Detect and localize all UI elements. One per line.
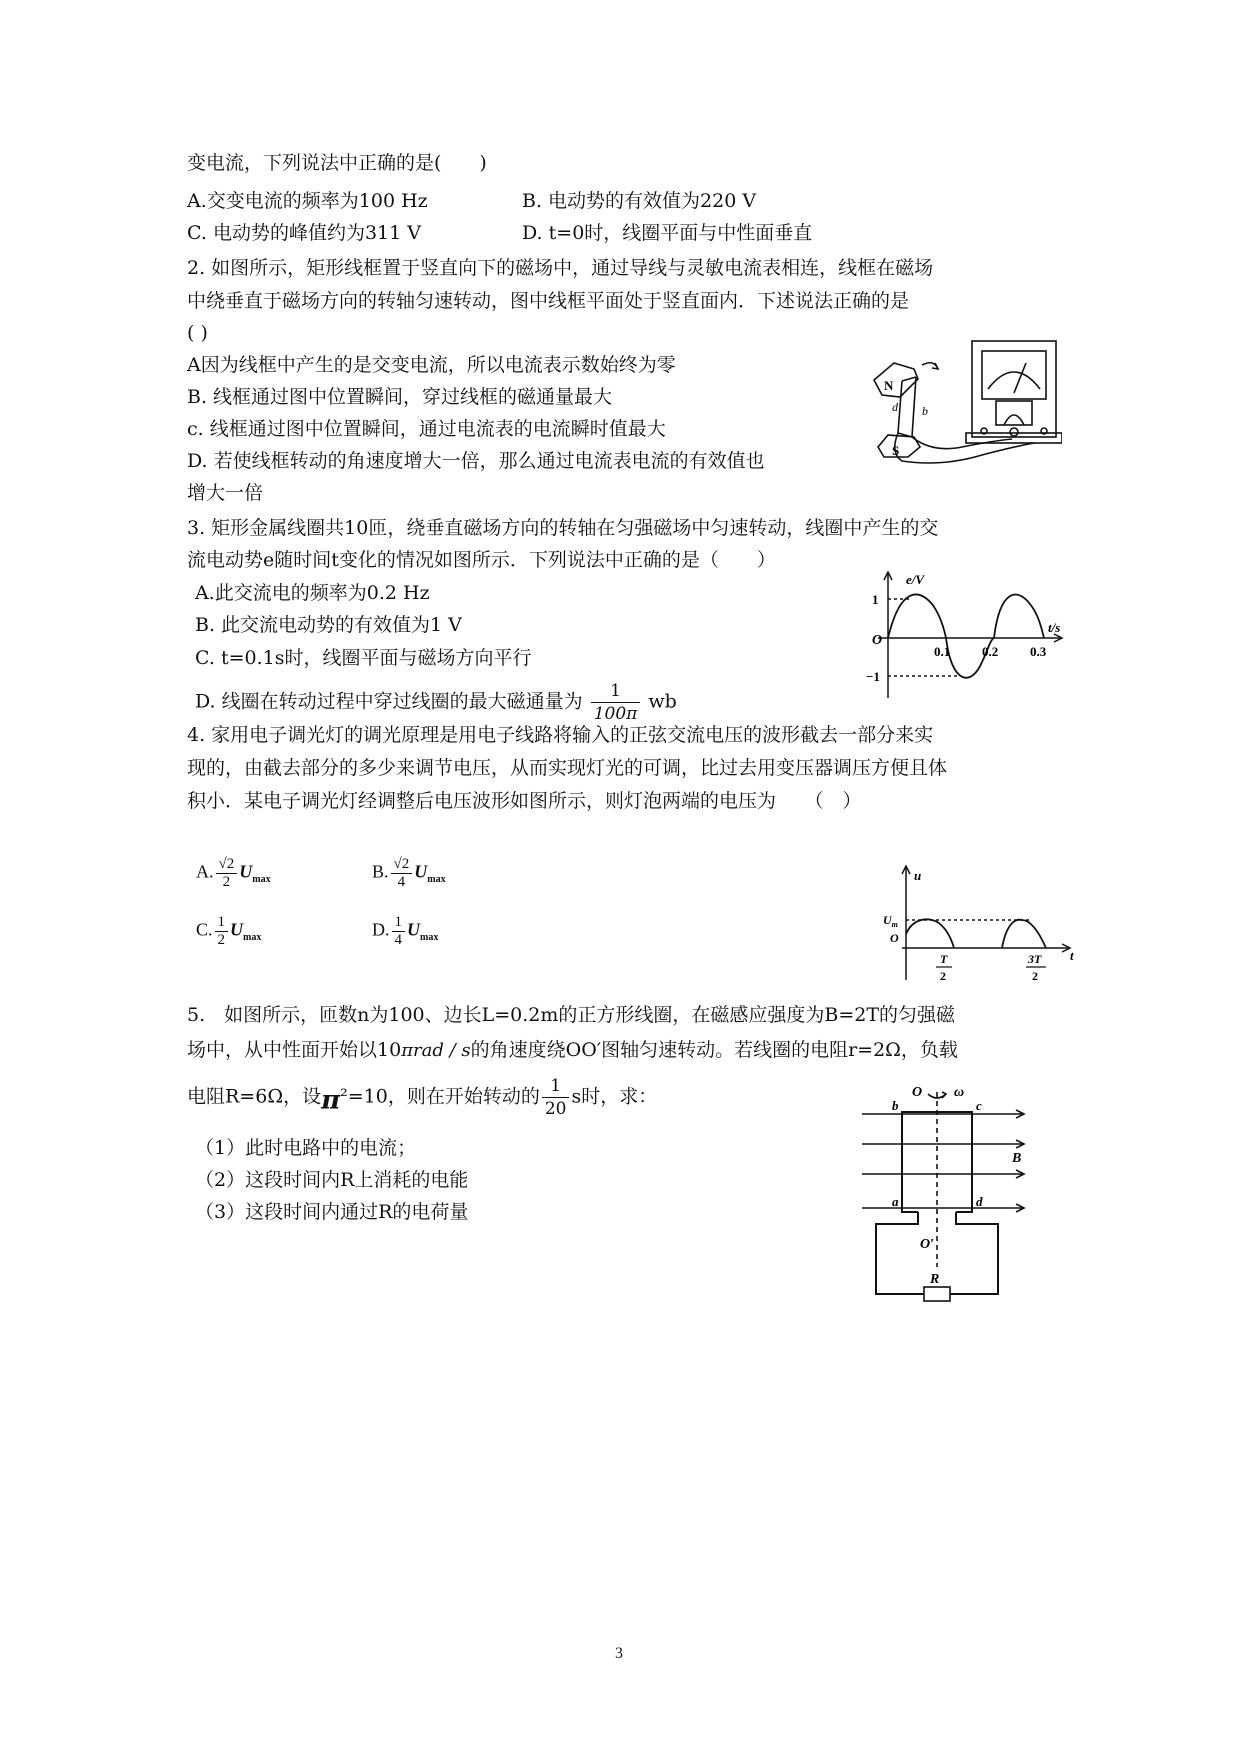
q5-line-2-end: 的角速度绕OO′图轴匀速转动。若线圈的电阻r=2Ω，负载 bbox=[470, 1039, 958, 1061]
q5-sub-2: （2）这段时间内R上消耗的电能 bbox=[195, 1169, 469, 1191]
q4-t2-num: 3T bbox=[1028, 952, 1042, 966]
q3-sine-graph bbox=[848, 568, 1078, 708]
coil-frame bbox=[898, 377, 916, 437]
q5-pi: π bbox=[321, 1085, 341, 1116]
q4-a-num: √2 bbox=[216, 856, 238, 874]
q5-line-3-start: 电阻R=6Ω，设 bbox=[187, 1085, 322, 1108]
q4-c-den: 2 bbox=[217, 932, 226, 948]
q5-field-label: B bbox=[1012, 1151, 1022, 1166]
q1-option-a: A.交变电流的频率为100 Hz bbox=[187, 190, 428, 212]
q4-ylabel: u bbox=[914, 868, 922, 883]
q5-corner-b: b bbox=[892, 1098, 899, 1113]
q5-coil bbox=[902, 1112, 972, 1212]
q3-ytick-minus-1: −1 bbox=[866, 669, 880, 684]
q2-option-a: A因为线框中产生的是交变电流，所以电流表示数始终为零 bbox=[187, 354, 676, 376]
q4-wave-2 bbox=[1002, 920, 1046, 948]
q4-option-d bbox=[372, 914, 438, 949]
q4-d-num: 1 bbox=[392, 914, 406, 932]
q5-sub-1: （1）此时电路中的电流； bbox=[195, 1137, 417, 1159]
q5-omega: ω bbox=[954, 1085, 965, 1100]
q4-xlabel: t bbox=[1070, 948, 1074, 963]
q3-line-1: 3. 矩形金属线圈共10匝，绕垂直磁场方向的转轴在匀强磁场中匀速转动，线圈中产生的交 bbox=[187, 517, 939, 539]
galvanometer-case bbox=[972, 341, 1056, 437]
q5-corner-c: c bbox=[976, 1098, 982, 1113]
q5-line-2 bbox=[187, 1037, 958, 1064]
q3-xtick-0.3: 0.3 bbox=[1030, 644, 1047, 659]
q4-option-b-label: B. bbox=[372, 861, 389, 882]
q5-line-3-end: s时，求： bbox=[571, 1085, 658, 1108]
q4-option-c bbox=[196, 914, 261, 949]
q4-wave-1 bbox=[906, 919, 954, 948]
q4-option-a bbox=[196, 856, 271, 891]
q4-line-1: 4. 家用电子调光灯的调光原理是用电子线路将输入的正弦交流电压的波形截去一部分来实 bbox=[187, 724, 934, 746]
q3-option-d-text: D. 线圈在转动过程中穿过线圈的最大磁通量为 bbox=[195, 690, 583, 713]
q2-line-2: 中绕垂直于磁场方向的转轴匀速转动，图中线框平面处于竖直面内．下述说法正确的是 bbox=[187, 290, 910, 312]
q5-time-num: 1 bbox=[542, 1075, 570, 1098]
q5-corner-d: d bbox=[976, 1194, 983, 1209]
q1-option-c: C. 电动势的峰值约为311 V bbox=[187, 222, 421, 244]
q3-xlabel: t/s bbox=[1048, 620, 1061, 635]
q2-option-d-line-1: D. 若使线框转动的角速度增大一倍，那么通过电流表电流的有效值也 bbox=[187, 450, 765, 472]
q5-resistor-label: R bbox=[930, 1272, 940, 1287]
q4-t1-num: T bbox=[940, 952, 948, 966]
q3-origin: O bbox=[872, 633, 883, 648]
q4-line-3: 积小．某电子调光灯经调整后电压波形如图所示，则灯泡两端的电压为 （ ） bbox=[187, 790, 862, 812]
q2-line-3: ( ) bbox=[187, 322, 208, 344]
q5-line-2-start: 场中，从中性面开始以10 bbox=[187, 1039, 402, 1061]
page-number: 3 bbox=[615, 1645, 623, 1662]
q3-xtick-0.1: 0.1 bbox=[934, 644, 951, 659]
n-label: N bbox=[884, 378, 894, 393]
q5-coil-figure bbox=[862, 1082, 1040, 1302]
q4-um-label: $U_m$ bbox=[883, 913, 898, 929]
q2-line-1: 2. 如图所示，矩形线框置于竖直向下的磁场中，通过导线与灵敏电流表相连，线框在磁场 bbox=[187, 257, 934, 279]
q5-time-fraction bbox=[542, 1075, 570, 1120]
q4-c-num: 1 bbox=[215, 914, 229, 932]
q4-option-a-label: A. bbox=[196, 861, 214, 882]
q4-option-d-label: D. bbox=[372, 919, 390, 940]
q4-origin: O bbox=[890, 931, 899, 945]
q1-option-b: B. 电动势的有效值为220 V bbox=[522, 190, 757, 212]
q4-a-den: 2 bbox=[222, 874, 231, 890]
d-label: d bbox=[892, 400, 898, 414]
q2-option-c: c. 线框通过图中位置瞬间，通过电流表的电流瞬时值最大 bbox=[187, 418, 666, 440]
q4-d-sub: max bbox=[420, 932, 439, 944]
q3-xtick-0.2: 0.2 bbox=[982, 644, 999, 659]
q4-a-sub: max bbox=[252, 874, 271, 886]
q5-line-3-mid: ²=10，则在开始转动的 bbox=[340, 1085, 540, 1108]
q3-ylabel: e/V bbox=[906, 572, 925, 587]
q5-o-bottom: O′ bbox=[920, 1237, 935, 1252]
q4-c-sub: max bbox=[243, 932, 262, 944]
q3-flux-den: 100π bbox=[593, 704, 638, 724]
q4-b-u: U bbox=[414, 861, 428, 882]
q1-option-d: D. t=0时，线圈平面与中性面垂直 bbox=[522, 222, 813, 244]
q4-b-num: √2 bbox=[391, 856, 413, 874]
q4-b-den: 4 bbox=[397, 874, 406, 890]
q4-b-sub: max bbox=[427, 874, 446, 886]
q5-time-den: 20 bbox=[544, 1099, 567, 1119]
q3-ytick-1: 1 bbox=[872, 592, 879, 607]
b-label: b bbox=[922, 404, 928, 418]
q5-sub-3: （3）这段时间内通过R的电荷量 bbox=[195, 1201, 469, 1223]
q5-corner-a: a bbox=[892, 1194, 899, 1209]
q4-t2-den: 2 bbox=[1032, 969, 1038, 983]
q3-line-2: 流电动势e随时间t变化的情况如图所示．下列说法中正确的是（ ） bbox=[187, 549, 776, 571]
q4-d-u: U bbox=[407, 919, 420, 940]
q3-flux-num: 1 bbox=[591, 680, 641, 703]
q4-d-den: 4 bbox=[394, 932, 402, 948]
q4-a-u: U bbox=[239, 861, 253, 882]
q5-o-top: O bbox=[912, 1085, 923, 1100]
q5-resistor bbox=[924, 1287, 950, 1301]
q2-figure bbox=[862, 335, 1062, 470]
q4-t1-den: 2 bbox=[940, 969, 946, 983]
q3-option-c: C. t=0.1s时，线圈平面与磁场方向平行 bbox=[195, 647, 532, 669]
q3-sine-curve bbox=[888, 595, 1044, 678]
q4-waveform-graph bbox=[880, 860, 1080, 985]
q2-option-b: B. 线框通过图中位置瞬间，穿过线框的磁通量最大 bbox=[187, 386, 613, 408]
q3-option-a: A.此交流电的频率为0.2 Hz bbox=[195, 582, 430, 604]
q4-option-c-label: C. bbox=[196, 919, 213, 940]
q4-option-b bbox=[372, 856, 446, 891]
q3-option-b: B. 此交流电动势的有效值为1 V bbox=[195, 614, 462, 636]
q5-line-3 bbox=[187, 1075, 657, 1120]
q2-option-d-line-2: 增大一倍 bbox=[187, 482, 264, 504]
q4-c-u: U bbox=[230, 919, 244, 940]
q5-angular-velocity: πrad / s bbox=[401, 1040, 471, 1061]
q4-line-2: 现的，由截去部分的多少来调节电压，从而实现灯光的可调，比过去用变压器调压方便且体 bbox=[187, 757, 948, 779]
q3-flux-unit: wb bbox=[648, 690, 677, 713]
s-label: S bbox=[892, 443, 900, 458]
q3-flux-fraction bbox=[591, 680, 641, 725]
magnet-n-pole bbox=[874, 363, 918, 397]
q5-line-1: 5. 如图所示，匝数n为100、边长L=0.2m的正方形线圈，在磁感应强度为B=2T的匀强磁 bbox=[187, 1004, 956, 1026]
q1-stem: 变电流，下列说法中正确的是( ) bbox=[187, 152, 487, 174]
q3-option-d bbox=[195, 680, 677, 725]
